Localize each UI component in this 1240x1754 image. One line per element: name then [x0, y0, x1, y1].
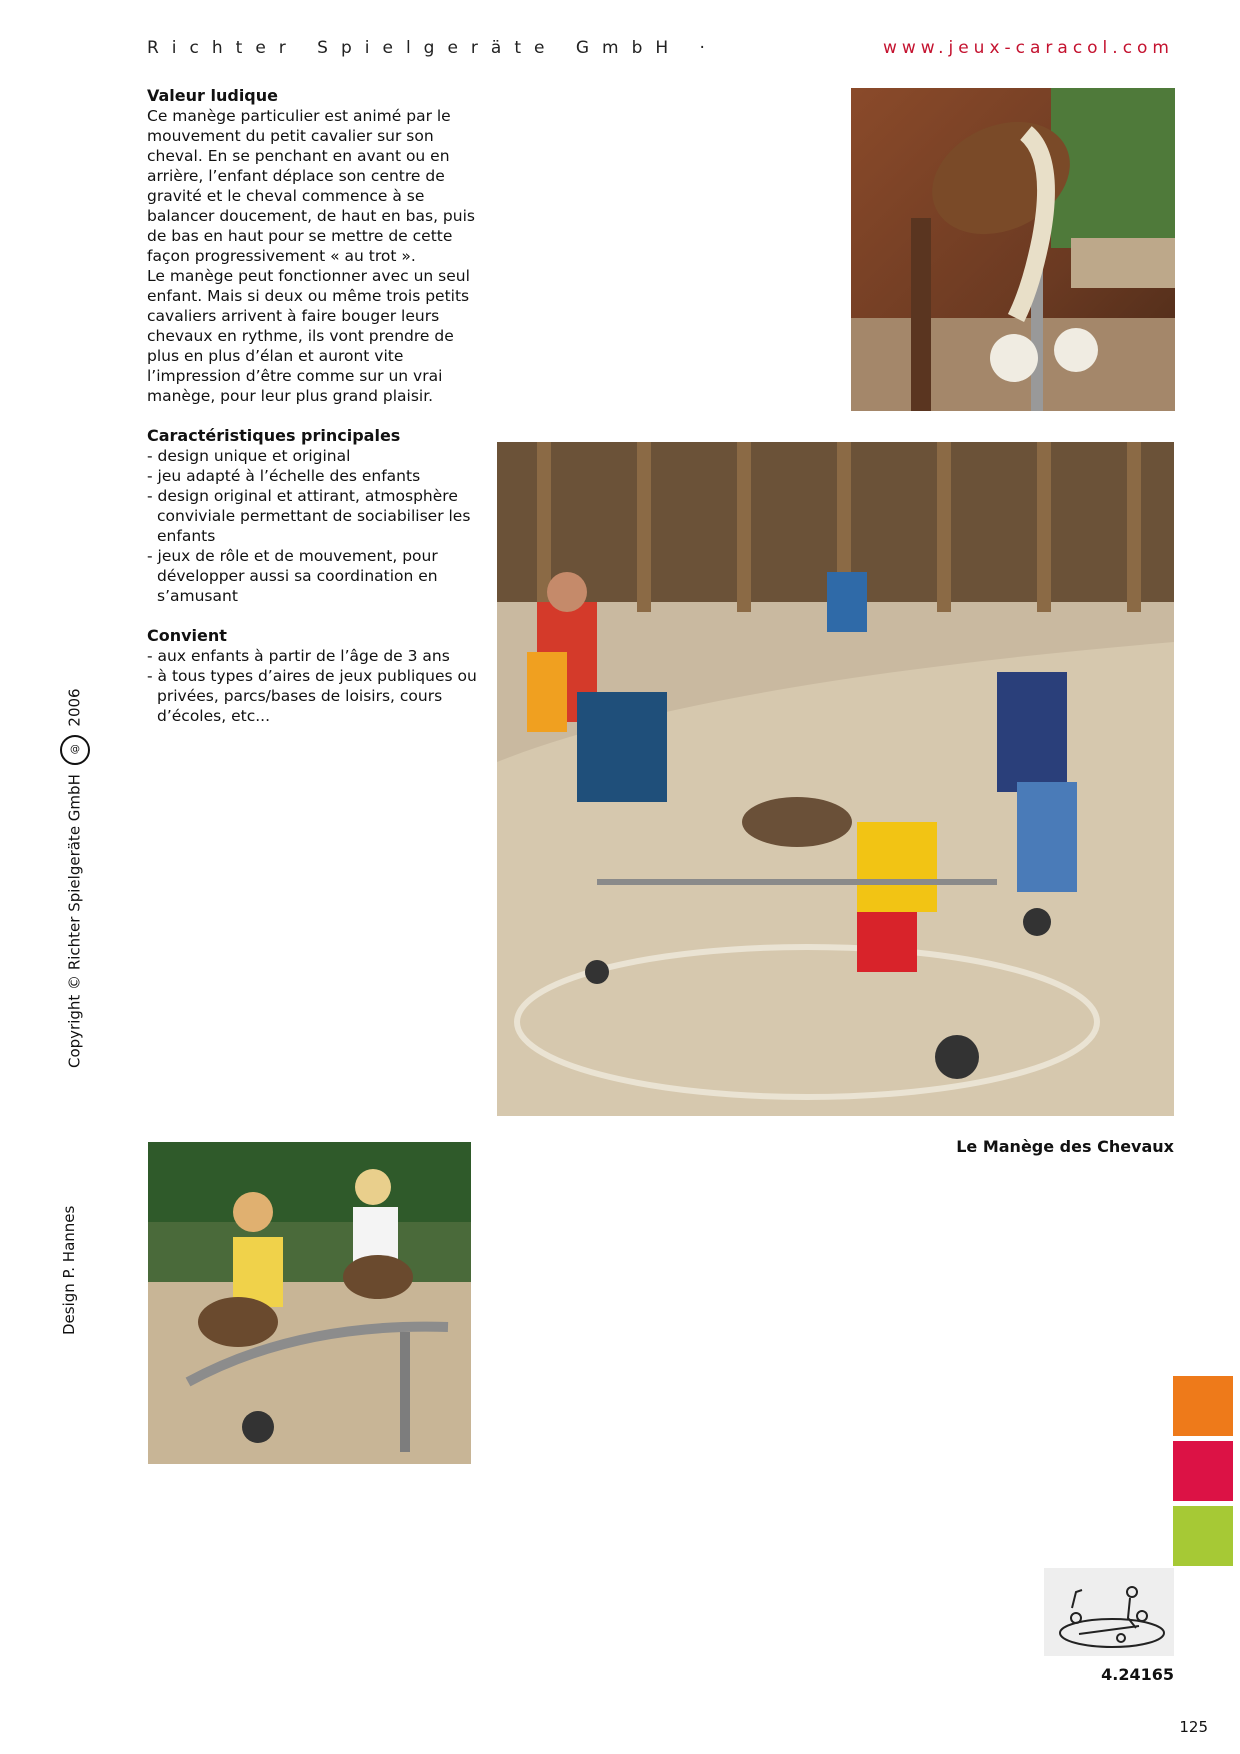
product-code: 4.24165: [1101, 1665, 1174, 1684]
list-item: - design unique et original: [147, 447, 351, 465]
photo-children-riding: [148, 1142, 471, 1464]
paragraph: Le manège peut fonctionner avec un seul enfant. Mais si deux ou même trois petits cavaliers arrivent à faire bouger leurs chevaux en rythme, ils vont prendre de plus en plus d’élan et auront vite l’impression d’être comme sur un vrai manège, pour leur plus grand plaisir.: [147, 267, 470, 405]
header-company: Richter Spielgeräte GmbH ·: [147, 38, 718, 58]
photo-horse-head: [851, 88, 1175, 411]
section-title: Valeur ludique: [147, 86, 278, 105]
section-valeur-ludique: [147, 86, 487, 406]
list-item: - jeu adapté à l’échelle des enfants: [147, 467, 421, 485]
list-item: - aux enfants à partir de l’âge de 3 ans: [147, 647, 450, 665]
product-drawing-icon: [1044, 1568, 1174, 1656]
color-tab-orange: [1173, 1376, 1233, 1436]
list-item: - design original et attirant, atmosphère conviviale permettant de sociabiliser les enfants: [147, 487, 471, 545]
product-caption: Le Manège des Chevaux: [956, 1137, 1174, 1156]
copyright-year: 2006: [65, 688, 84, 727]
photo-playground-main: [497, 442, 1174, 1116]
color-tab-red: [1173, 1441, 1233, 1501]
paragraph: Ce manège particulier est animé par le mouvement du petit cavalier sur son cheval. En se penchant en avant ou en arrière, l’enfant déplace son centre de gravité et le cheval commence à se balancer doucement, de haut en bas, puis de bas en haut pour se mettre de cette façon progressivement « au trot ».: [147, 107, 475, 265]
section-caracteristiques: [147, 426, 487, 606]
suitability-list: [147, 646, 487, 726]
section-title: Caractéristiques principales: [147, 426, 401, 445]
copyright-notice: [60, 688, 90, 1068]
feature-list: [147, 446, 487, 606]
section-convient: [147, 626, 487, 726]
color-tab-green: [1173, 1506, 1233, 1566]
description-column: [147, 86, 487, 746]
page-number: 125: [1179, 1718, 1208, 1736]
section-title: Convient: [147, 626, 227, 645]
caracol-logo-icon: @: [60, 735, 90, 765]
list-item: - jeux de rôle et de mouvement, pour développer aussi sa coordination en s’amusant: [147, 547, 438, 605]
design-credit: Design P. Hannes: [60, 1205, 78, 1335]
list-item: - à tous types d’aires de jeux publiques ou privées, parcs/bases de loisirs, cours d’écoles, etc...: [147, 667, 477, 725]
copyright-text: Copyright © Richter Spielgeräte GmbH: [65, 774, 84, 1068]
header-url[interactable]: www.jeux-caracol.com: [882, 38, 1174, 58]
